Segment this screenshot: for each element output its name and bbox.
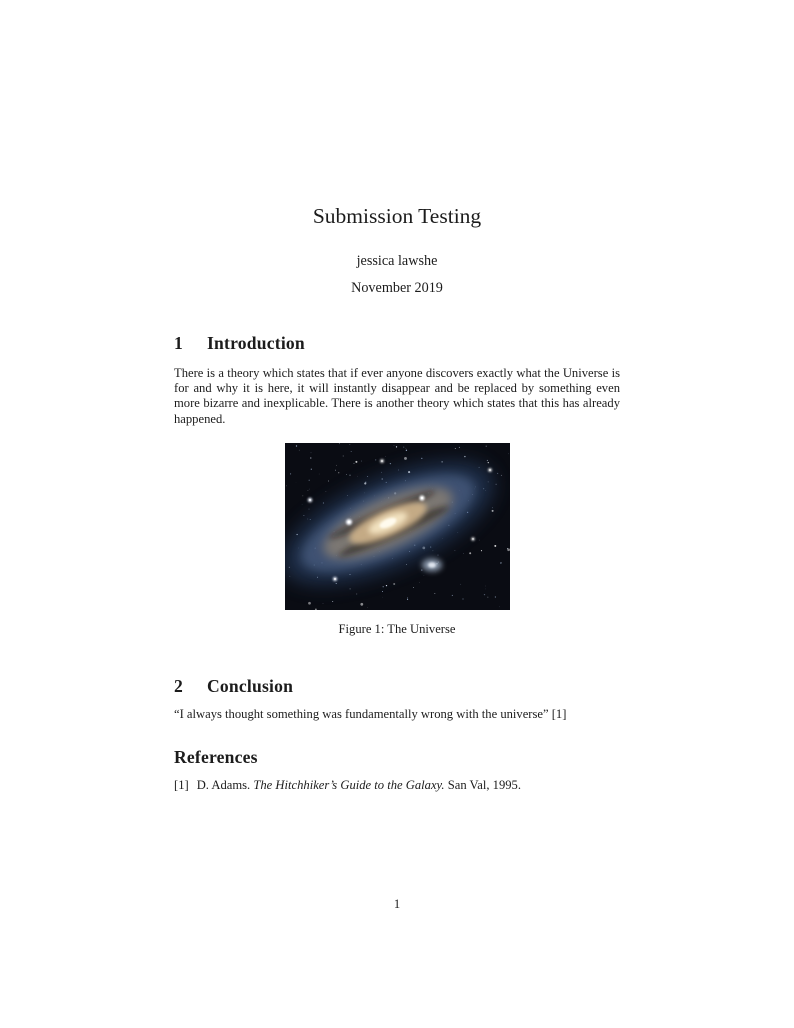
section-title: Introduction xyxy=(207,333,305,353)
section-heading-conclusion xyxy=(174,676,293,696)
reference-item xyxy=(174,778,620,793)
conclusion-paragraph: “I always thought something was fundamentally wrong with the universe” [1] xyxy=(174,707,567,721)
reference-label: [1] xyxy=(174,778,189,792)
reference-authors: D. Adams. xyxy=(196,778,251,792)
galaxy-image xyxy=(285,443,510,610)
section-number: 1 xyxy=(174,333,183,353)
references-heading: References xyxy=(174,747,258,767)
reference-publisher: San Val, 1995. xyxy=(447,778,521,792)
section-number: 2 xyxy=(174,676,183,696)
section-heading-introduction xyxy=(174,333,305,353)
page-number: 1 xyxy=(393,897,401,911)
document-title: Submission Testing xyxy=(312,204,482,228)
reference-title: The Hitchhiker’s Guide to the Galaxy. xyxy=(253,778,445,792)
figure-caption: Figure 1: The Universe xyxy=(338,622,456,636)
reference-text xyxy=(197,778,521,793)
companion-galaxy xyxy=(422,559,442,572)
section-title: Conclusion xyxy=(207,676,294,696)
figure-universe xyxy=(285,443,510,610)
document-author: jessica lawshe xyxy=(356,253,438,269)
introduction-paragraph: There is a theory which states that if ever anyone discovers exactly what the Universe is for and why it is here, it will instantly disappear and be replaced by something even more bizarre and inexplicable. There is another theory which states that this has already happened. xyxy=(174,366,620,426)
document-date: November 2019 xyxy=(351,280,443,296)
